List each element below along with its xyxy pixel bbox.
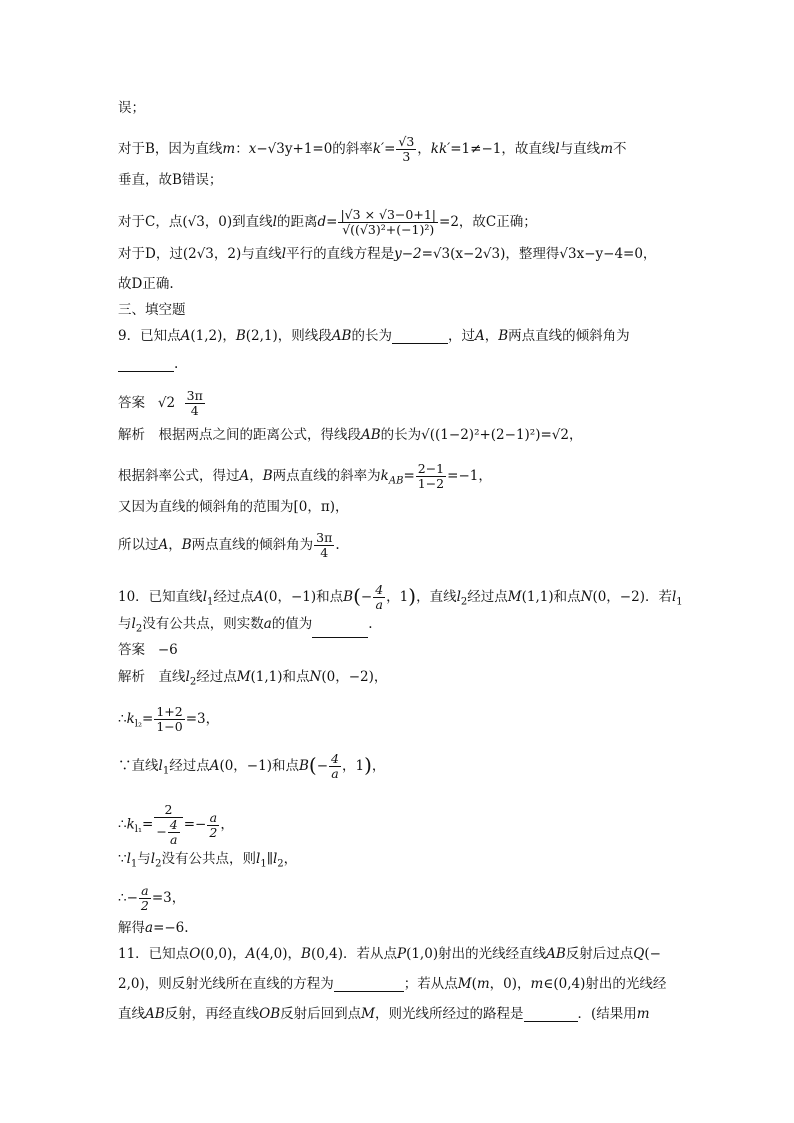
numerator: 4 [331, 751, 339, 766]
solution-10-line3 [118, 752, 385, 781]
question-11 [118, 946, 661, 962]
question-10 [118, 583, 683, 612]
solution-9-line3 [118, 499, 349, 515]
text: ，0)到直线 [204, 214, 273, 230]
text: . [335, 537, 340, 553]
text: 解析 根据两点之间的距离公式，得线段 [118, 427, 361, 443]
subscript: 2 [155, 858, 162, 870]
text: = [326, 214, 338, 230]
denominator: √((√3)²+(−1)²) [342, 222, 435, 237]
var: m [222, 141, 236, 157]
paren: ( [308, 753, 317, 777]
denominator: 4 [190, 403, 199, 418]
text-line [118, 100, 145, 116]
fraction [139, 884, 151, 913]
text: ，则光线所经过的路程是 [375, 1006, 524, 1022]
var: l [272, 851, 278, 867]
var: m [530, 976, 544, 992]
expr: (x−2√3)，整理得 [450, 246, 560, 262]
answer-blank [392, 329, 448, 344]
fraction [329, 752, 341, 781]
fraction [154, 803, 182, 847]
text: ， [417, 141, 431, 157]
answer-blank [524, 1007, 578, 1022]
numerator: 3π [186, 388, 203, 403]
text: ∥ [266, 851, 273, 867]
denominator: a [375, 597, 383, 612]
numerator: 2−1 [417, 461, 445, 476]
subscript: l₂ [134, 718, 142, 730]
text: 11．已知点 [118, 946, 190, 962]
var: kk′ [430, 141, 451, 157]
text: ，1 [341, 758, 365, 774]
fraction [154, 705, 184, 734]
text-line [118, 246, 656, 262]
question-11-line3 [118, 1006, 650, 1022]
text: ( [471, 976, 477, 992]
var: A [180, 328, 191, 344]
denominator: a [331, 766, 339, 781]
solution-9-line4 [118, 531, 340, 560]
var: d [317, 214, 327, 230]
text: =− [183, 816, 207, 833]
text: =√2， [540, 427, 583, 443]
var: M [457, 976, 472, 992]
var: AB [361, 427, 381, 443]
solution-9-line1 [118, 427, 583, 443]
text: (0，−1)和点 [219, 758, 299, 774]
numerator: a [207, 811, 219, 826]
text: ∴ [118, 816, 127, 833]
text: 10．已知直线 [118, 589, 203, 605]
denominator: 4 [320, 545, 329, 560]
var: A [239, 468, 250, 484]
denominator: 1−0 [156, 719, 183, 734]
text: ， [283, 851, 298, 867]
sqrt: √3 [267, 141, 285, 157]
subscript: 1 [207, 596, 214, 608]
text: ∵直线 [118, 758, 159, 774]
denominator: a [170, 832, 178, 847]
text: (1,1)和点 [250, 669, 310, 685]
fraction [338, 208, 438, 237]
var: B [301, 946, 311, 962]
numerator: 1+2 [156, 704, 183, 719]
text: (1,0)射出的光线经直线 [406, 946, 547, 962]
sqrt: √3 [196, 246, 214, 262]
text: 反射后回到点 [280, 1006, 362, 1022]
fraction [373, 583, 385, 612]
numerator: |√3 × √3−0+1| [340, 207, 437, 222]
text: 9．已知点 [118, 328, 181, 344]
var: m [636, 1006, 650, 1022]
text: ∴ [118, 711, 127, 727]
solution-9-line2 [118, 462, 492, 491]
sqrt: √2 [157, 395, 176, 411]
var: l [281, 246, 287, 262]
var: k [126, 816, 135, 833]
var: l [202, 589, 208, 605]
text: ．(结果用 [577, 1006, 637, 1022]
var: M [507, 589, 522, 605]
var: a [145, 920, 154, 936]
solution-10-line2 [118, 705, 219, 734]
text: 三、填空题 [118, 302, 186, 318]
var: OB [259, 1006, 281, 1022]
var: l [126, 851, 131, 867]
fraction [314, 531, 334, 560]
var: l [272, 214, 277, 230]
paren: ) [408, 584, 417, 608]
text: 对于B，因为直线 [118, 141, 223, 157]
text: 与 [137, 851, 151, 867]
var: k [126, 711, 135, 727]
text: (0,4)．若从点 [310, 946, 397, 962]
text: = [384, 141, 396, 157]
text: 两点直线的倾斜角为 [191, 537, 314, 553]
text-line [118, 208, 537, 237]
text: =3， [185, 711, 220, 727]
minus: − [156, 824, 167, 839]
text: 解析 直线 [118, 669, 186, 685]
text: (2,1)，则线段 [245, 328, 332, 344]
text: 与直线 [559, 141, 601, 157]
answer-blank [118, 357, 174, 372]
text: 的长为 [380, 427, 422, 443]
text: 解得 [118, 920, 145, 936]
var: a [263, 616, 272, 632]
text: =1≠−1，故直线 [450, 141, 556, 157]
solution-10-line7 [118, 920, 189, 936]
question-9-cont [118, 356, 178, 372]
answer-blank [312, 623, 368, 638]
var: l [185, 669, 190, 685]
var: l [256, 851, 261, 867]
text-line [118, 172, 222, 188]
text: 误； [118, 100, 145, 116]
answer-9 [118, 389, 206, 418]
text: 又因为直线的倾斜角的范围为[0，π)， [118, 499, 349, 515]
var: AB [145, 1006, 165, 1022]
text: ，过 [447, 328, 475, 344]
text: 的值为 [271, 616, 313, 632]
var: A [253, 589, 264, 605]
answer-10 [118, 642, 178, 658]
subscript: 1 [676, 596, 683, 608]
text: 反射后过点 [565, 946, 634, 962]
text: ， [220, 816, 234, 833]
text: (0，−1)和点 [263, 589, 344, 605]
var: O [189, 946, 201, 962]
subscript: 1 [260, 858, 267, 870]
var: A [158, 537, 169, 553]
text: 不 [613, 141, 627, 157]
text: ，0)， [489, 976, 531, 992]
subscript: l₁ [134, 824, 142, 836]
question-9 [118, 328, 630, 344]
numerator: 4 [375, 582, 384, 597]
sqrt: √3 [559, 246, 577, 262]
question-11-line2 [118, 976, 666, 992]
var: B [298, 758, 309, 774]
text: ， [249, 468, 263, 484]
text: 平行的直线方程是 [286, 246, 395, 262]
text: (0，−2)， [321, 669, 388, 685]
text: 经过点 [196, 669, 237, 685]
fraction [207, 811, 219, 840]
subscript: 2 [277, 858, 284, 870]
var: m [476, 976, 490, 992]
text: 的距离 [277, 214, 318, 230]
text: . [368, 616, 373, 632]
answer-label: 答案 [118, 395, 145, 411]
text: 直线 [118, 1006, 145, 1022]
text: (0,0)， [200, 946, 246, 962]
answer-value: −6 [157, 642, 178, 658]
text: = [142, 711, 154, 727]
subscript: 2 [460, 596, 468, 608]
paren: ) [364, 753, 372, 777]
text: y+1=0的斜率 [284, 141, 373, 157]
subscript: AB [388, 475, 404, 487]
var: A [474, 328, 485, 344]
denominator: 1−2 [417, 476, 445, 491]
text: ∵ [118, 851, 127, 867]
text: (4,0)， [255, 946, 302, 962]
subscript: 2 [189, 676, 197, 688]
text: ，2)与直线 [213, 246, 282, 262]
var: B [262, 468, 273, 484]
text: ， [484, 328, 499, 344]
var: k [380, 468, 389, 484]
text: 没有公共点，则 [161, 851, 256, 867]
text: ： [235, 141, 249, 157]
var: l [456, 589, 461, 605]
solution-10-line1 [118, 669, 387, 691]
var: l [131, 616, 136, 632]
text: 故D正确. [118, 276, 174, 292]
sqrt: √3 [432, 246, 451, 262]
var: B [498, 328, 509, 344]
section-heading [118, 302, 186, 318]
paren: ( [353, 584, 361, 608]
numerator: a [139, 884, 151, 899]
solution-10-line5 [118, 851, 297, 873]
var: AB [546, 946, 566, 962]
numerator: √3 [398, 134, 415, 149]
var: AB [331, 328, 352, 344]
question-10-cont [118, 616, 373, 638]
fraction [185, 389, 205, 418]
var: M [236, 669, 251, 685]
var: l [158, 758, 163, 774]
text: 经过点 [213, 589, 254, 605]
text: 经过点 [467, 589, 508, 605]
var: P [396, 946, 407, 962]
var: B [235, 328, 246, 344]
var: A [245, 946, 256, 962]
text: − [316, 758, 329, 774]
text: . [174, 356, 179, 372]
subscript: 1 [162, 765, 170, 777]
text: 两点直线的倾斜角为 [508, 328, 630, 344]
expr: y−2= [394, 246, 433, 262]
expr: x−y−4=0， [576, 246, 657, 262]
denominator [154, 818, 182, 847]
text: = [142, 816, 154, 833]
text: (1,1)和点 [521, 589, 581, 605]
text: 对于C，点( [118, 214, 188, 230]
numerator: 4 [169, 817, 178, 832]
var: B [181, 537, 192, 553]
text: 对于D，过(2 [118, 246, 197, 262]
text: 的长为 [351, 328, 392, 344]
text: 与 [118, 616, 132, 632]
var: N [309, 669, 322, 685]
fraction [416, 462, 446, 491]
text: 反射，再经直线 [164, 1006, 260, 1022]
text: (1,2)， [190, 328, 236, 344]
var: k′ [372, 141, 385, 157]
numerator: 3π [316, 530, 333, 545]
text: ，直线 [416, 589, 457, 605]
text: ， [168, 537, 182, 553]
text-line [118, 276, 174, 292]
text: (0，−2)．若 [592, 589, 672, 605]
var: Q [633, 946, 645, 962]
answer-label: 答案 [118, 642, 145, 658]
var: A [209, 758, 220, 774]
var: B [343, 589, 354, 605]
text-line [118, 135, 627, 164]
sqrt: √3 [187, 214, 205, 230]
text: ∈(0,4)射出的光线经 [543, 976, 667, 992]
text: =2，故C正确； [439, 214, 537, 230]
text: ；若从点 [403, 976, 458, 992]
text: 根据斜率公式，得过 [118, 468, 240, 484]
text: 所以过 [118, 537, 159, 553]
text: =3， [151, 890, 186, 906]
var: M [361, 1006, 375, 1022]
sqrt: √((1−2)²+(2−1)²) [421, 427, 541, 443]
text: − [360, 589, 373, 605]
text: (− [644, 946, 661, 962]
text: 2,0)，则反射光线所在直线的方程为 [118, 976, 334, 992]
text: =−6. [153, 920, 189, 936]
var: x− [248, 141, 268, 157]
subscript: 2 [135, 623, 143, 635]
text: =−1， [447, 468, 492, 484]
var: N [580, 589, 593, 605]
solution-10-line4 [118, 803, 234, 847]
nested-fraction [168, 818, 180, 847]
var: l [150, 851, 156, 867]
text: ∴− [118, 890, 138, 906]
text: 垂直，故B错误； [118, 172, 223, 188]
fraction [396, 135, 416, 164]
denominator: 3 [402, 149, 411, 164]
denominator: 2 [140, 898, 149, 913]
denominator: 2 [209, 824, 218, 840]
text: 没有公共点，则实数 [142, 616, 264, 632]
var: l [555, 141, 560, 157]
var: l [671, 589, 677, 605]
solution-10-line6 [118, 884, 185, 913]
text: ，1 [386, 589, 409, 605]
var: m [600, 141, 613, 157]
answer-blank [334, 977, 404, 992]
text: = [403, 468, 415, 484]
text: 两点直线的斜率为 [272, 468, 381, 484]
numerator: 2 [154, 803, 182, 818]
text: 经过点 [169, 758, 210, 774]
subscript: 1 [130, 858, 138, 870]
text: ， [371, 758, 386, 774]
